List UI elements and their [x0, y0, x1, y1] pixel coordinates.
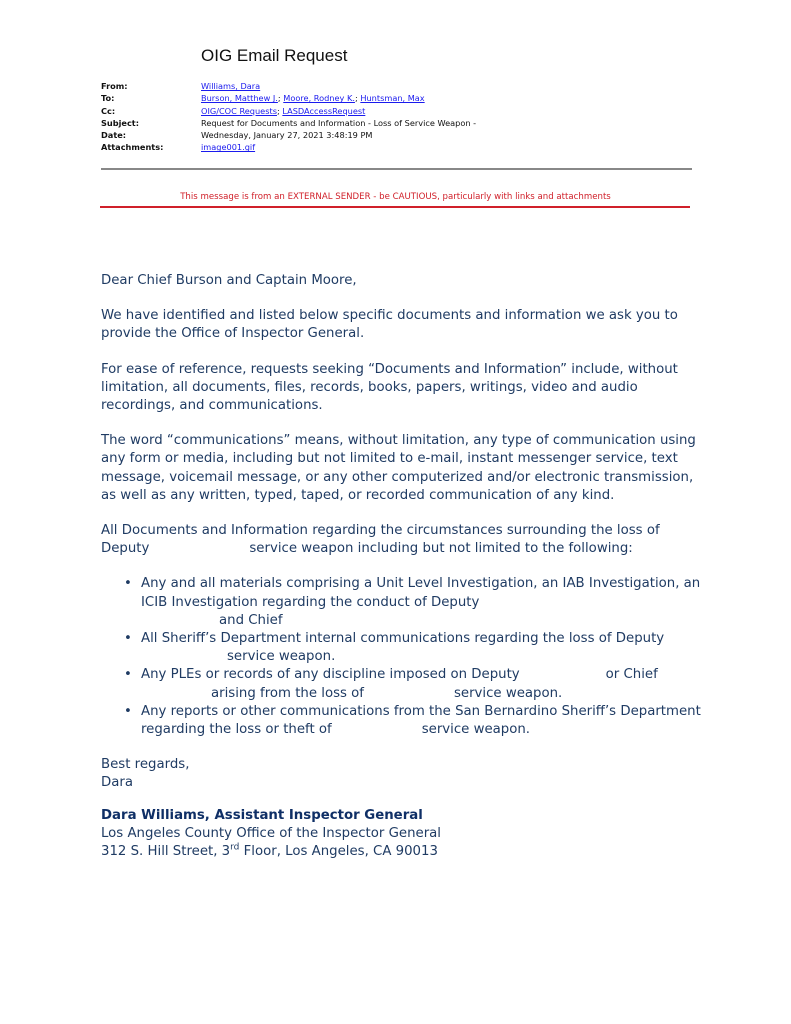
item-text: All Sheriff’s Department internal communications regarding the loss of Deputy: [141, 631, 665, 647]
item-text: Any reports or other communications from the San Bernardino Sheriff’s Department regarding the loss or theft of: [141, 703, 701, 738]
document-title: OIG Email Request: [201, 46, 348, 65]
item-text: service weapon.: [227, 649, 336, 665]
header-divider: [101, 168, 692, 170]
cc-row: Cc: OIG/COC Requests; LASDAccessRequest: [101, 105, 366, 116]
address-text: Floor, Los Angeles, CA 90013: [239, 844, 438, 860]
item-text: Any and all materials comprising a Unit Level Investigation, an IAB Investigation, an ICIB Investigation regarding the conduct of Deputy: [141, 576, 701, 610]
to-recipient-link[interactable]: Moore, Rodney K.: [283, 93, 355, 104]
paragraph: We have identified and listed below specific documents and information we ask you to provide the Office of Inspector General.: [101, 308, 678, 342]
list-item: [141, 666, 701, 702]
signature-org: Los Angeles County Office of the Inspector General: [101, 825, 442, 841]
warning-underline: [100, 206, 690, 208]
to-row: To: Burson, Matthew J.; Moore, Rodney K.; Huntsman, Max: [101, 93, 425, 104]
item-text: service weapon.: [453, 685, 563, 701]
closing-name: Dara: [101, 775, 134, 791]
date-label: Date:: [101, 130, 127, 141]
signature-block: [101, 807, 701, 862]
list-item: [141, 575, 701, 630]
email-header: [101, 80, 476, 154]
list-item: [141, 630, 701, 666]
attachments-row: [101, 141, 476, 153]
email-body: [101, 272, 701, 861]
address-text: 312 S. Hill Street, 3: [101, 844, 231, 860]
external-sender-warning: This message is from an EXTERNAL SENDER - be CAUTIOUS, particularly with links and attachments: [180, 192, 611, 202]
paragraph: The word “communications” means, without limitation, any type of communication using any form or media, including but not limited to e-mail, instant messenger service, text message, voicemail message, or any other computerized and/or electronic transmission, as well as any written, typed, taped, or recorded communication of any kind.: [101, 433, 696, 503]
address-sup: rd: [230, 842, 240, 853]
closing: Best regards,: [101, 757, 190, 773]
to-label: To:: [101, 93, 115, 104]
greeting: Dear Chief Burson and Captain Moore,: [101, 273, 357, 288]
item-text: Any PLEs or records of any discipline imposed on Deputy: [141, 667, 520, 683]
cc-label: Cc:: [101, 105, 116, 116]
item-text: service weapon.: [421, 722, 531, 738]
date-value: Wednesday, January 27, 2021 3:48:19 PM: [201, 130, 373, 141]
from-label: From:: [101, 81, 128, 91]
paragraph: [101, 522, 701, 558]
attachments-label: Attachments:: [101, 142, 164, 153]
signature-address: [101, 843, 701, 861]
subject-value: Request for Documents and Information - Loss of Service Weapon -: [201, 117, 477, 128]
cc-recipient-link[interactable]: LASDAccessRequest: [282, 105, 366, 116]
paragraph: For ease of reference, requests seeking “Documents and Information” include, without limitation, all documents, files, records, books, papers, writings, video and audio recordings, and communications.: [101, 361, 678, 414]
request-list: [101, 575, 701, 739]
item-text: arising from the loss of: [211, 685, 364, 701]
cc-recipient-link[interactable]: OIG/COC Requests: [201, 105, 277, 116]
paragraph-text: All Documents and Information regarding the circumstances surrounding the loss of Deputy: [101, 523, 660, 557]
subject-row: [101, 117, 476, 129]
paragraph-text: service weapon including but not limited to the following:: [249, 541, 633, 557]
subject-label: Subject:: [101, 117, 139, 128]
item-text: or Chief: [605, 667, 658, 683]
attachment-link[interactable]: image001.gif: [201, 142, 256, 153]
item-text: and Chief: [219, 612, 283, 628]
list-item: [141, 703, 701, 739]
from-link[interactable]: Williams, Dara: [201, 81, 261, 91]
to-recipient-link[interactable]: Huntsman, Max: [360, 93, 425, 104]
date-row: [101, 129, 476, 141]
signature-name: Dara Williams, Assistant Inspector General: [101, 807, 423, 823]
to-recipient-link[interactable]: Burson, Matthew J.: [201, 93, 278, 104]
from-row: [101, 80, 476, 92]
